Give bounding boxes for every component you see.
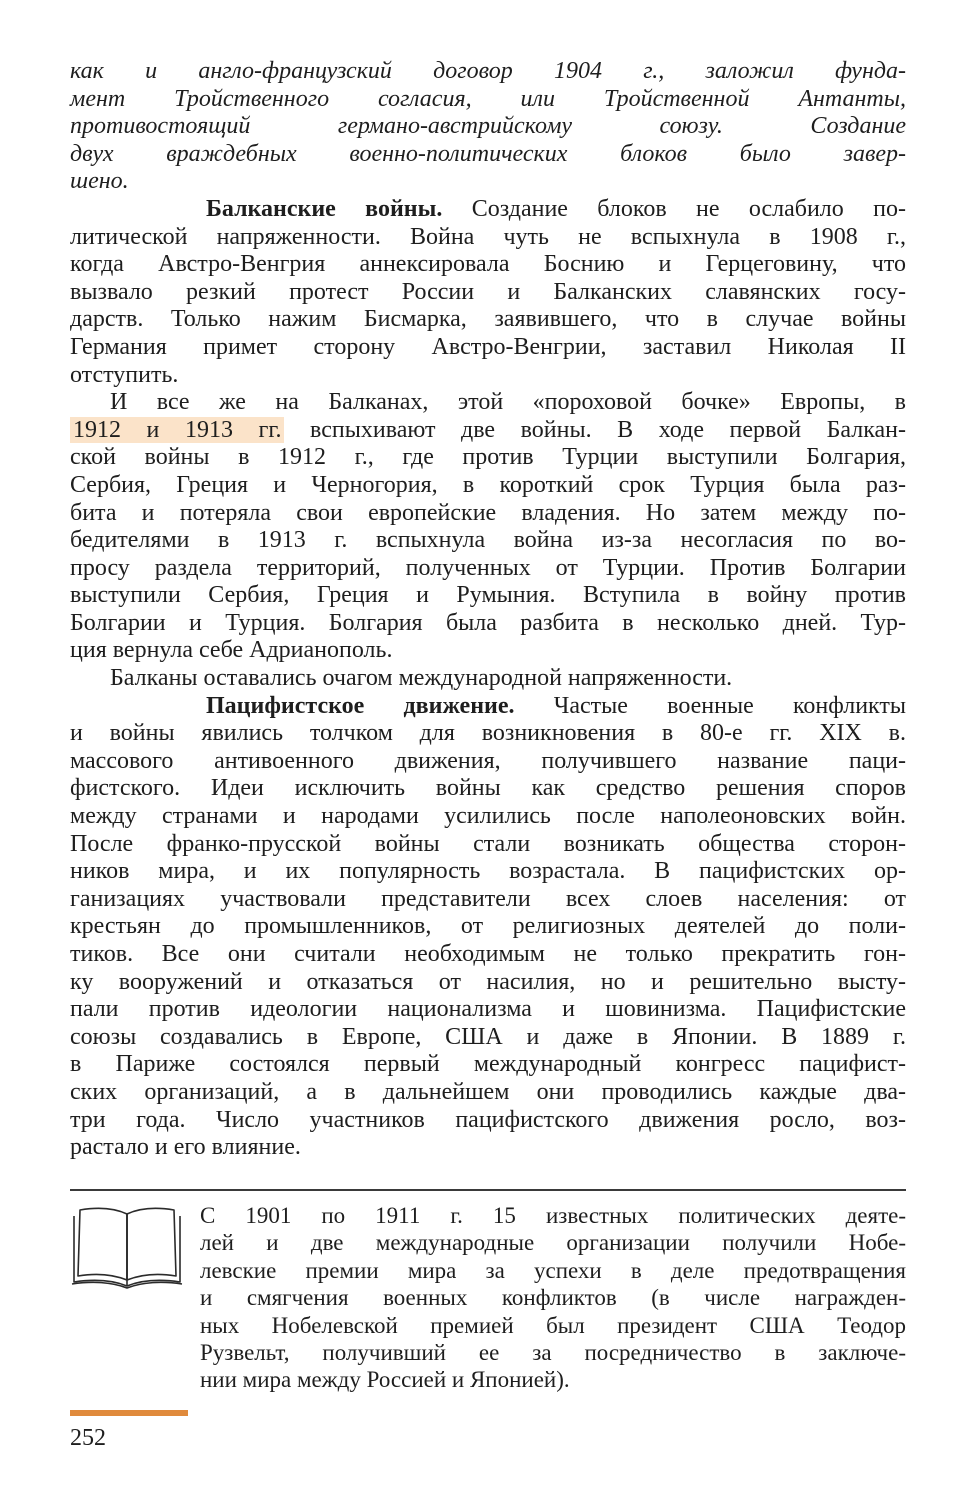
text-line: ганизациях участвовали представители всех слоев населения: от [70,885,906,912]
text-line: между странами и народами усилились после наполеоновских войн. [70,803,906,830]
text-line: растало и его влияние. [70,1134,301,1161]
highlighted-dates: 1912 и 1913 гг. [70,417,284,443]
text-line: И все же на Балканах, этой «пороховой бочке» Европы, в [110,389,906,416]
text-line: как и англо-французский договор 1904 г., заложил фунда- [70,58,906,84]
text-line: нии мира между Россией и Японией). [200,1367,570,1393]
balkan-wars-section [70,196,906,389]
text-line: противостоящий германо-австрийскому союзу. Создание [70,113,906,140]
text-line: тиков. Все они считали необходимым не только прекратить гон- [70,941,906,967]
page-body [70,58,906,1162]
text-line: массового антивоенного движения, получившего название паци- [70,747,906,774]
text-line: После франко-прусской войны стали возникать общества сторон- [70,830,906,857]
text-fragment: вспыхивают две войны. В ходе первой Балкан- [284,416,906,443]
text-line: союзы создавались в Европе, США и даже в Японии. В 1889 г. [70,1023,906,1050]
text-line: бедителями в 1913 г. вспыхнула война из-за несогласия по во- [70,527,906,554]
text-fragment: Создание блоков не ослабило по- [442,195,906,222]
text-line: шено. [70,168,129,195]
text-line: ских организаций, а в дальнейшем они проводились каждые два- [70,1078,906,1105]
text-line: просу раздела территорий, полученных от Турции. Против Болгарии [70,554,906,581]
intro-paragraph [70,58,906,196]
text-line [70,693,906,721]
text-line: Рузвельт, получивший ее за посредничество в заключе- [200,1339,906,1365]
text-line: ников мира, и их популярность возрастала. В пацифистских ор- [70,858,906,885]
section-heading-balkan-wars: Балканские войны. [206,195,443,222]
pacifist-section [70,693,906,1162]
text-line: в Париже состоялся первый международный конгресс пацифист- [70,1051,906,1078]
text-line: С 1901 по 1911 г. 15 известных политических деяте- [200,1203,906,1228]
text-line: Балканы оставались очагом международной напряженности. [110,665,733,692]
text-line: двух враждебных военно-политических блоков было завер- [70,140,906,167]
nobel-note [200,1202,906,1394]
text-line: вызвало резкий протест России и Балканских славянских госу- [70,278,906,305]
text-line: ку вооружений и отказаться от насилия, но и решительно высту- [70,968,906,995]
section-divider [70,1189,906,1191]
text-line: пали против идеологии национализма и шовинизма. Пацифистские [70,996,906,1023]
text-line: мент Тройственного согласия, или Тройственной Антанты, [70,85,906,112]
text-line: отступить. [70,361,179,388]
balkan-paragraph-3 [70,665,906,693]
text-line [70,196,906,224]
open-book-icon [70,1202,184,1294]
text-line: левские премии мира за успехи в деле предотвращения [200,1257,906,1283]
text-line: лей и две международные организации получили Нобе- [200,1230,906,1256]
text-line: и смягчения военных конфликтов (в числе награжден- [200,1285,906,1311]
text-line: Болгарии и Турция. Болгария была разбита в несколько дней. Тур- [70,609,906,636]
accent-bar [70,1410,188,1416]
text-line: ской войны в 1912 г., где против Турции выступили Болгария, [70,444,906,471]
section-heading-pacifist: Пацифистское движение. [206,692,515,719]
text-line: литической напряженности. Война чуть не вспыхнула в 1908 г., [70,223,906,250]
text-line: бита и потеряла свои европейские владения. Но затем между по- [70,499,906,526]
text-line: и войны явились толчком для возникновения в 80-е гг. XIX в. [70,720,906,747]
balkan-paragraph-2 [70,389,906,665]
text-line: Сербия, Греция и Черногория, в короткий срок Турция была раз- [70,471,906,498]
text-line [70,417,906,445]
text-line: дарств. Только нажим Бисмарка, заявившего, что в случае войны [70,306,906,333]
text-line: крестьян до промышленников, от религиозных деятелей до поли- [70,913,906,940]
text-line: когда Австро-Венгрия аннексировала Боснию и Герцеговину, что [70,251,906,278]
text-line: Германия примет сторону Австро-Венгрии, заставил Николая II [70,333,906,360]
text-line: три года. Число участников пацифистского движения росло, воз- [70,1106,906,1133]
text-line: фистского. Идеи исключить войны как средство решения споров [70,775,906,802]
page-number: 252 [70,1425,106,1451]
text-fragment: Частые военные конфликты [514,692,906,719]
text-line: выступили Сербия, Греция и Румыния. Вступила в войну против [70,582,906,609]
text-line: ных Нобелевской премией был президент США Теодор [200,1312,906,1338]
text-line: ция вернула себе Адрианополь. [70,637,393,664]
